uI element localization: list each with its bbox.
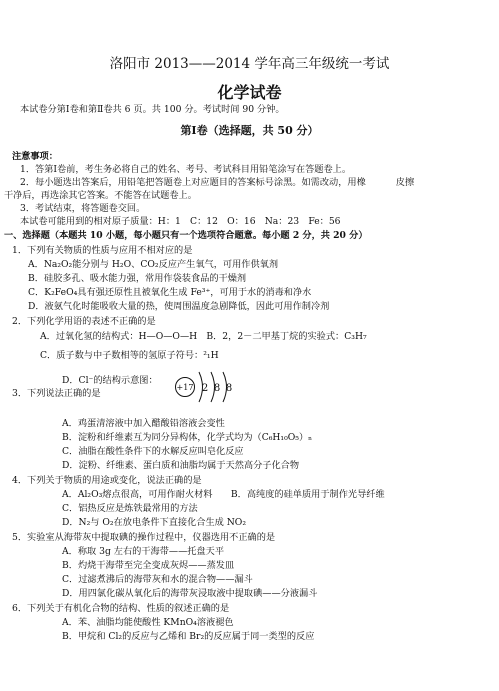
shell-2-count: 8 xyxy=(213,383,221,394)
q5-stem: 5．实验室从海带灰中提取碘的操作过程中，仪器选用不正确的是 xyxy=(12,532,276,543)
q3-option-c: C．油脂在酸性条件下的水解反应叫皂化反应 xyxy=(62,446,244,457)
note-2b-text: 皮擦 xyxy=(395,177,415,188)
shell-1-count: 2 xyxy=(201,383,209,394)
q3-stem: 3．下列说法正确的是 xyxy=(12,388,101,399)
q3-option-a: A．鸡蛋清溶液中加入醋酸铅溶液会变性 xyxy=(62,418,225,429)
q4-option-c: C．铝热反应是炼铁最常用的方法 xyxy=(62,503,198,514)
q5-option-a: A．称取 3g 左右的干海带——托盘天平 xyxy=(62,546,225,557)
note-3: 3．考试结束，将答题卷交回。 xyxy=(20,203,146,214)
note-2a xyxy=(0,177,499,189)
q3-option-b: B．淀粉和纤维素互为同分异构体，化学式均为（C₆H₁₀O₅）ₙ xyxy=(62,432,313,443)
q2-option-ab: A．过氧化氢的结构式：H—O—O—H B．2，2－二甲基丁烷的实验式：C₃H₇ xyxy=(40,331,367,342)
q5-option-d: D．用四氯化碳从氧化后的海带灰浸取液中提取碘——分液漏斗 xyxy=(62,588,318,599)
q4-option-d: D．N₂与 O₂在放电条件下直接化合生成 NO₂ xyxy=(62,517,247,528)
note-2a-text: 2．每小题选出答案后，用铅笔把答题卷上对应题目的答案标号涂黑。如需改动，用橡 xyxy=(20,177,366,188)
subject-title: 化学试卷 xyxy=(217,83,282,102)
note-1: 1．答第Ⅰ卷前，考生务必将自己的姓名、考号、考试科目用铅笔涂写在答题卷上。 xyxy=(20,164,352,175)
q6-option-b: B．甲烷和 Cl₂的反应与乙烯和 Br₂的反应属于同一类型的反应 xyxy=(62,631,315,642)
shell-3-count: 8 xyxy=(225,383,233,394)
q1-option-d: D．液氨气化时能吸收大量的热，使周围温度急剧降低，因此可用作制冷剂 xyxy=(28,301,330,312)
atomic-masses: 本试卷可能用到的相对原子质量：H：1 C：12 O：16 Na：23 Fe：56 xyxy=(20,216,341,227)
section1-heading: 一、选择题（本题共 10 小题，每小题只有一个选项符合题意。每小题 2 分，共 20 分） xyxy=(4,230,368,241)
q4-stem: 4．下列关于物质的用途或变化，说法正确的是 xyxy=(12,475,202,486)
nucleus-label: +17 xyxy=(176,383,194,392)
q1-option-c: C．K₂FeO₄具有强还原性且被氧化生成 Fe³⁺，可用于水的消毒和净水 xyxy=(28,287,312,298)
q1-stem: 1．下列有关物质的性质与应用不相对应的是 xyxy=(12,245,193,256)
q1-option-b: B．硅胶多孔、吸水能力强，常用作袋装食品的干燥剂 xyxy=(28,273,247,284)
q3-option-d: D．淀粉、纤维素、蛋白质和油脂均属于天然高分子化合物 xyxy=(62,460,300,471)
q5-option-b: B．灼烧干海带至完全变成灰烬——蒸发皿 xyxy=(62,560,235,571)
q1-option-a: A．Na₂O₂能分别与 H₂O、CO₂反应产生氧气，可用作供氧剂 xyxy=(28,259,279,270)
note-2c: 干净后，再选涂其它答案。不能答在试题卷上。 xyxy=(4,190,197,201)
q4-option-ab: A．Al₂O₃熔点很高，可用作耐火材料 B．高纯度的硅单质用于制作光导纤维 xyxy=(62,489,385,500)
q6-option-a: A．苯、油脂均能使酸性 KMnO₄溶液褪色 xyxy=(62,617,234,628)
q2-stem: 2．下列化学用语的表述不正确的是 xyxy=(12,316,156,327)
notes-heading: 注意事项： xyxy=(12,151,58,162)
q6-stem: 6．下列关于有机化合物的结构、性质的叙述正确的是 xyxy=(12,603,230,614)
exam-intro: 本试卷分第Ⅰ卷和第Ⅱ卷共 6 页。共 100 分。考试时间 90 分钟。 xyxy=(20,104,285,115)
q5-option-c: C．过滤煮沸后的海带灰和水的混合物——漏斗 xyxy=(62,574,253,585)
q2-option-d: D．Cl⁻的结构示意图： xyxy=(62,375,158,386)
part1-heading: 第Ⅰ卷（选择题，共 50 分） xyxy=(180,124,319,137)
exam-title: 洛阳市 2013——2014 学年高三年级统一考试 xyxy=(109,56,390,72)
q2-option-c: C．质子数与中子数相等的氢原子符号：²₁H xyxy=(40,350,219,361)
